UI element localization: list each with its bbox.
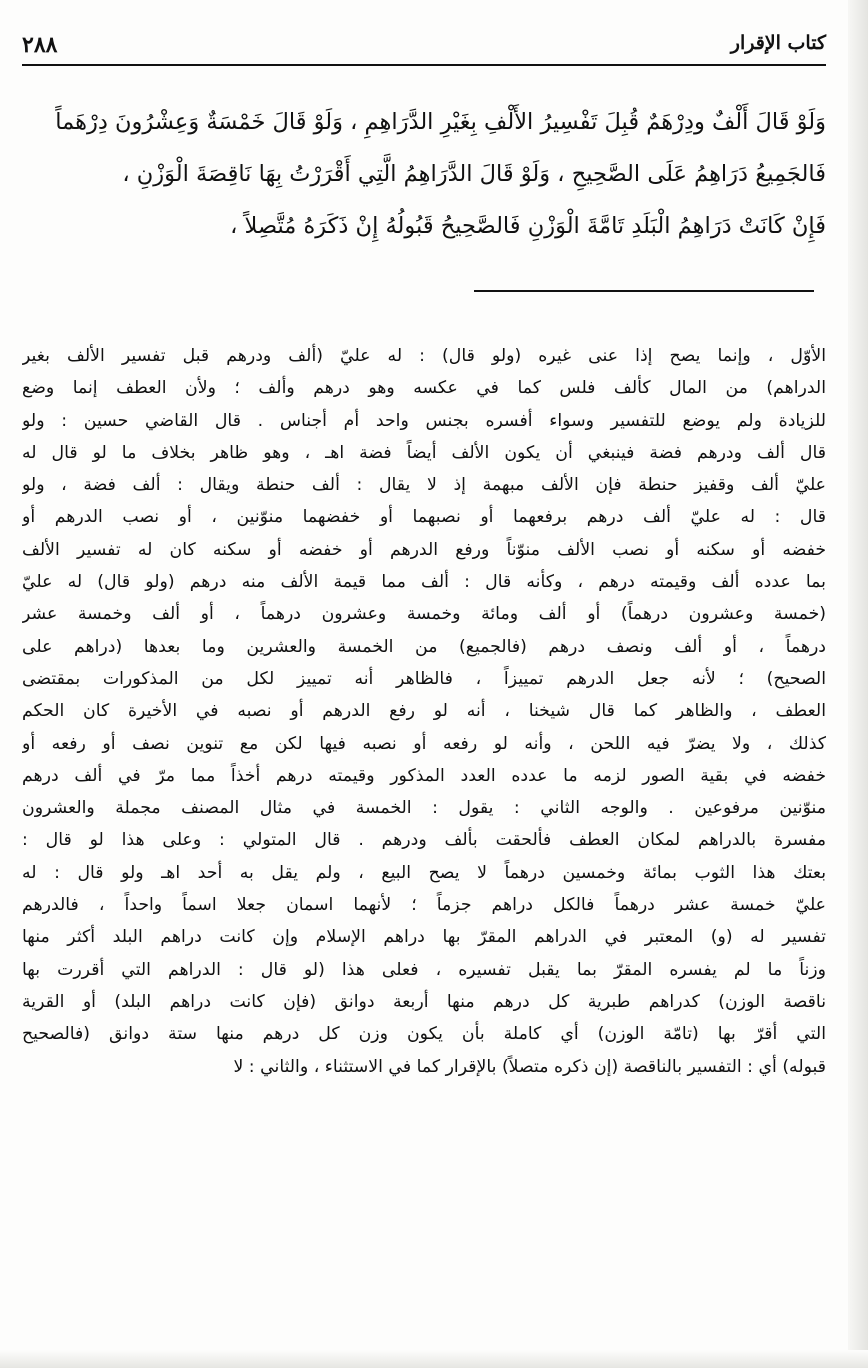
- main-text-line: فَالجَمِيعُ دَرَاهِمُ عَلَى الصَّحِيحِ ، وَلَوْ قَالَ الدَّرَاهِمُ الَّتِي أَقْرَرْتُ بِهَا نَاقِصَةَ الْوَزْنِ ،: [122, 161, 826, 187]
- commentary-line: العطف ، والظاهر كما قال شيخنا ، أنه لو رفع الدرهم أو نصبه في الأخيرة كان الحكم: [22, 701, 826, 722]
- main-text-paragraph: [26, 96, 826, 252]
- commentary-line: عليّ خمسة عشر درهماً فالكل دراهم جزماً ؛ لأنهما اسمان جعلا اسماً واحداً ، فالدرهم: [22, 895, 826, 916]
- main-text-line: وَلَوْ قَالَ أَلْفٌ ودِرْهَمٌ قُبِلَ تَفْسِيرُ الأَلْفِ بِغَيْرِ الدَّرَاهِمِ ، وَلَوْ قَالَ خَمْسَةٌ وَعِشْرُونَ دِرْهَماً: [55, 109, 826, 135]
- commentary-line: كذلك ، ولا يضرّ فيه اللحن ، وأنه لو رفعه أو نصبه فيها لكن مع تنوين نصف أو رفعه أو: [22, 733, 826, 754]
- commentary-line: بعتك هذا الثوب بمائة وخمسين درهماً لا يصح البيع ، ولم يقل به أحد اهـ ولو قال : له: [22, 862, 826, 883]
- commentary-line: التي أقرّ بها (تامّة الوزن) أي كاملة بأن يكون وزن كل درهم منها ستة دوانق (فالصحيح: [22, 1024, 826, 1045]
- scan-edge-shadow: [848, 0, 868, 1368]
- commentary-line: تفسير له (و) المعتبر في الدراهم المقرّ بها دراهم الإسلام وإن كانت دراهم البلد أكثر منها: [22, 927, 826, 948]
- commentary-line: قال ألف ودرهم فضة فينبغي أن يكون الألف أيضاً فضة اهـ ، وهو ظاهر بخلاف ما لو قال له: [22, 442, 826, 463]
- commentary-line: الصحيح) ؛ لأنه جعل الدرهم تمييزاً ، فالظاهر أنه تمييز لكل من المذكورات بمقتضى: [22, 668, 826, 689]
- commentary-text: [22, 340, 826, 1083]
- commentary-line: الأوّل ، وإنما يصح إذا عنى غيره (ولو قال) : له عليّ (ألف ودرهم قبل تفسير الألف بغير: [22, 346, 826, 366]
- page-header: [22, 30, 826, 64]
- commentary-line: درهماً ، أو ألف ونصف درهم (فالجميع) من الخمسة والعشرين وما بعدها (دراهم على: [22, 636, 826, 657]
- commentary-line: مفسرة بالدراهم لمكان العطف فألحقت بألف ودرهم . قال المتولي : وعلى هذا لو قال :: [22, 830, 826, 851]
- commentary-line: خفضه أو سكنه أو نصب الألف منوّناً ورفع الدرهم أو خفضه أو سكنه كان له تفسير الألف: [22, 539, 826, 560]
- main-text: [26, 96, 826, 252]
- commentary-line: الدراهم) من المال كألف فلس كما في عكسه وهو درهم وألف ؛ ولأن العطف إنما وضع: [22, 378, 826, 399]
- commentary-line: قبوله) أي : التفسير بالناقصة (إن ذكره متصلاً) بالإقرار كما في الاستثناء ، والثاني : لا: [233, 1056, 826, 1077]
- header-rule: [22, 64, 826, 66]
- commentary-line: منوّنين مرفوعين . والوجه الثاني : يقول : الخمسة في مثال المصنف مجملة والعشرون: [22, 798, 826, 819]
- commentary-line: خفضه في بقية الصور لزمه ما عدده العدد المذكور وقيمته درهم أخذاً مما مرّ في ألف درهم: [22, 765, 826, 786]
- commentary-line: (خمسة وعشرون درهماً) أو ألف ومائة وخمسة وعشرون درهماً ، أو ألف وخمسة عشر: [22, 604, 826, 625]
- commentary-line: قال : له عليّ ألف درهم برفعهما أو نصبهما أو خفضهما منوّنين ، أو نصب الدرهم أو: [22, 507, 826, 528]
- text-separator-rule: [474, 290, 814, 292]
- commentary-line: وزناً ما لم يفسره المقرّ بما يقبل تفسيره ، فعلى هذا (لو قال : الدراهم التي أقررت بها: [22, 959, 826, 980]
- commentary-line: للزيادة ولم يوضع للتفسير وسواء أفسره بجنس واحد أم أجناس . قال القاضي حسين : ولو: [22, 410, 826, 431]
- main-text-line: فَإِنْ كَانَتْ دَرَاهِمُ الْبَلَدِ تَامَّةَ الْوَزْنِ فَالصَّحِيحُ قَبُولُهُ إِنْ ذَكَرَهُ مُتَّصِلاً ،: [230, 213, 826, 239]
- commentary-line: بما عدده ألف وقيمته درهم ، وكأنه قال : ألف مما قيمة الألف منه درهم (ولو قال) له عليّ: [22, 572, 826, 593]
- scan-bottom-shadow: [0, 1350, 868, 1368]
- commentary-line: عليّ ألف وقفيز حنطة فإن الألف مبهمة إذ لا يقال : ألف حنطة ويقال : ألف فضة ، ولو: [22, 475, 826, 496]
- page-number: ٢٨٨: [22, 32, 58, 58]
- commentary-line: ناقصة الوزن) كدراهم طبرية كل درهم منها أربعة دوانق (فإن كانت دراهم البلد) أو القرية: [22, 991, 826, 1012]
- running-title: كتاب الإقرار: [730, 32, 826, 54]
